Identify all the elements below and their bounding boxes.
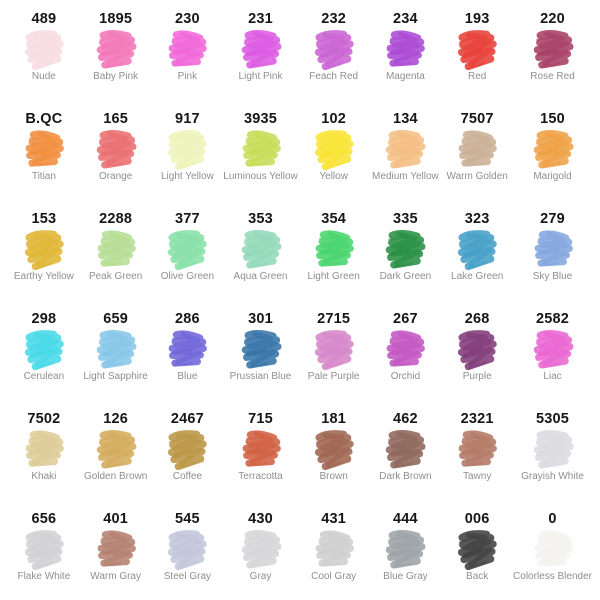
color-name: Earthy Yellow	[13, 270, 74, 282]
color-name: Flake White	[17, 570, 71, 582]
color-code: 2321	[460, 411, 494, 427]
marker-scribble-swatch-icon	[449, 328, 505, 372]
swatch-cell	[152, 104, 224, 204]
swatch-cell	[298, 104, 370, 204]
color-code: 2715	[317, 311, 351, 327]
marker-scribble-swatch-icon	[306, 528, 362, 572]
color-code: 2467	[170, 411, 204, 427]
color-name: Rose Red	[530, 70, 575, 82]
color-code: 430	[248, 511, 273, 527]
color-code: 917	[174, 111, 200, 127]
color-name: Back	[466, 570, 489, 582]
color-code: 401	[103, 511, 129, 527]
swatch-cell	[441, 204, 513, 304]
color-code: 193	[464, 11, 490, 27]
color-name: Baby Pink	[93, 70, 139, 82]
color-name: Yellow	[319, 170, 348, 182]
color-code: 2582	[535, 311, 570, 327]
color-name: Sky Blue	[532, 270, 573, 282]
swatch-cell	[152, 504, 224, 600]
swatch-cell	[513, 104, 592, 204]
swatch-cell	[80, 304, 152, 404]
color-name: Cerulean	[23, 370, 65, 382]
swatch-cell	[370, 204, 442, 304]
color-code: 234	[393, 11, 418, 27]
marker-scribble-swatch-icon	[16, 128, 72, 172]
color-code: 444	[393, 511, 418, 527]
swatch-cell	[80, 404, 152, 504]
color-name: Purple	[462, 370, 492, 382]
color-code: 153	[31, 211, 57, 227]
color-code: 2288	[99, 211, 133, 227]
color-code: 102	[321, 111, 347, 127]
swatch-cell	[298, 4, 370, 104]
swatch-cell	[223, 4, 298, 104]
marker-scribble-swatch-icon	[525, 428, 581, 472]
marker-scribble-swatch-icon	[377, 328, 433, 372]
swatch-cell	[298, 304, 370, 404]
color-code: 165	[103, 111, 129, 127]
marker-scribble-swatch-icon	[159, 328, 215, 372]
marker-scribble-swatch-icon	[525, 128, 581, 172]
swatch-cell	[223, 304, 298, 404]
color-name: Tawny	[462, 470, 492, 482]
color-code: 489	[31, 11, 57, 27]
marker-scribble-swatch-icon	[88, 328, 144, 372]
swatch-cell	[370, 304, 442, 404]
swatch-cell	[513, 404, 592, 504]
swatch-cell	[8, 4, 80, 104]
color-name: Light Yellow	[160, 170, 214, 182]
swatch-cell	[223, 204, 298, 304]
swatch-cell	[223, 104, 298, 204]
marker-scribble-swatch-icon	[449, 128, 505, 172]
marker-scribble-swatch-icon	[377, 528, 433, 572]
color-name: Blue Gray	[383, 570, 428, 582]
marker-scribble-swatch-icon	[525, 528, 581, 572]
marker-scribble-swatch-icon	[525, 28, 581, 72]
color-name: Golden Brown	[83, 470, 148, 482]
marker-scribble-swatch-icon	[88, 128, 144, 172]
color-code: 181	[321, 411, 347, 427]
color-name: Medium Yellow	[372, 170, 439, 182]
color-name: Blue	[177, 370, 198, 382]
color-code: 659	[103, 311, 129, 327]
color-name: Colorless Blender	[513, 570, 592, 582]
color-name: Titian	[31, 170, 56, 182]
marker-scribble-swatch-icon	[233, 328, 289, 372]
color-code: 0	[548, 511, 557, 527]
color-name: Light Pink	[238, 70, 283, 82]
color-name: Nude	[31, 70, 56, 82]
marker-scribble-swatch-icon	[306, 228, 362, 272]
swatch-cell	[441, 504, 513, 600]
color-code: 335	[393, 211, 418, 227]
color-code: 545	[174, 511, 200, 527]
swatch-cell	[8, 504, 80, 600]
marker-scribble-swatch-icon	[16, 428, 72, 472]
color-code: 298	[31, 311, 57, 327]
marker-scribble-swatch-icon	[449, 228, 505, 272]
swatch-cell	[152, 4, 224, 104]
color-name: Red	[467, 70, 487, 82]
color-code: 230	[174, 11, 200, 27]
swatch-cell	[370, 404, 442, 504]
color-code: 462	[393, 411, 418, 427]
color-code: 1895	[99, 11, 133, 27]
color-name: Light Green	[307, 270, 360, 282]
color-code: 354	[321, 211, 347, 227]
marker-scribble-swatch-icon	[306, 328, 362, 372]
color-name: Grayish White	[521, 470, 584, 482]
marker-scribble-swatch-icon	[16, 528, 72, 572]
swatch-cell	[80, 504, 152, 600]
marker-scribble-swatch-icon	[377, 428, 433, 472]
marker-scribble-swatch-icon	[159, 128, 215, 172]
color-code: 006	[464, 511, 490, 527]
marker-scribble-swatch-icon	[233, 28, 289, 72]
marker-scribble-swatch-icon	[16, 28, 72, 72]
marker-scribble-swatch-icon	[525, 328, 581, 372]
marker-scribble-swatch-icon	[377, 228, 433, 272]
swatch-cell	[513, 204, 592, 304]
color-name: Dark Green	[379, 270, 432, 282]
color-code: B.QC	[25, 111, 63, 127]
color-name: Steel Gray	[163, 570, 212, 582]
swatch-cell	[441, 404, 513, 504]
color-name: Orange	[98, 170, 133, 182]
color-name: Light Sapphire	[83, 370, 148, 382]
swatch-cell	[513, 304, 592, 404]
marker-scribble-swatch-icon	[159, 528, 215, 572]
color-code: 268	[464, 311, 490, 327]
marker-scribble-swatch-icon	[306, 128, 362, 172]
marker-scribble-swatch-icon	[159, 228, 215, 272]
swatch-cell	[441, 4, 513, 104]
color-name: Warm Gray	[90, 570, 141, 582]
color-code: 3935	[243, 111, 278, 127]
color-name: Cool Gray	[311, 570, 357, 582]
color-name: Olive Green	[160, 270, 215, 282]
swatch-cell	[223, 504, 298, 600]
color-name: Orchid	[390, 370, 421, 382]
color-code: 715	[248, 411, 273, 427]
swatch-cell	[8, 304, 80, 404]
marker-scribble-swatch-icon	[159, 28, 215, 72]
color-name: Dark Brown	[379, 470, 432, 482]
marker-scribble-swatch-icon	[233, 228, 289, 272]
swatch-cell	[298, 404, 370, 504]
color-name: Gray	[249, 570, 272, 582]
marker-scribble-swatch-icon	[306, 28, 362, 72]
marker-scribble-swatch-icon	[16, 328, 72, 372]
marker-scribble-swatch-icon	[233, 128, 289, 172]
swatch-cell	[152, 204, 224, 304]
swatch-cell	[8, 404, 80, 504]
marker-scribble-swatch-icon	[16, 228, 72, 272]
color-name: Feach Red	[309, 70, 359, 82]
marker-scribble-swatch-icon	[88, 228, 144, 272]
color-name: Pink	[177, 70, 198, 82]
swatch-cell	[8, 204, 80, 304]
swatch-cell	[223, 404, 298, 504]
color-name: Khaki	[31, 470, 57, 482]
swatch-cell	[513, 504, 592, 600]
marker-scribble-swatch-icon	[88, 28, 144, 72]
color-code: 7502	[27, 411, 61, 427]
marker-scribble-swatch-icon	[233, 528, 289, 572]
marker-scribble-swatch-icon	[377, 28, 433, 72]
color-code: 150	[540, 111, 565, 127]
swatch-cell	[8, 104, 80, 204]
color-code: 7507	[460, 111, 494, 127]
color-name: Peak Green	[88, 270, 143, 282]
marker-scribble-swatch-icon	[233, 428, 289, 472]
color-name: Magenta	[385, 70, 425, 82]
marker-scribble-swatch-icon	[306, 428, 362, 472]
color-code: 301	[248, 311, 273, 327]
color-code: 353	[248, 211, 273, 227]
color-code: 377	[174, 211, 200, 227]
color-name: Liac	[543, 370, 562, 382]
swatch-cell	[298, 204, 370, 304]
color-code: 279	[540, 211, 565, 227]
color-name: Luminous Yellow	[223, 170, 298, 182]
swatch-cell	[513, 4, 592, 104]
color-code: 267	[393, 311, 418, 327]
swatch-cell	[370, 504, 442, 600]
swatch-cell	[152, 304, 224, 404]
color-name: Warm Golden	[446, 170, 508, 182]
marker-scribble-swatch-icon	[377, 128, 433, 172]
swatch-cell	[370, 4, 442, 104]
marker-scribble-swatch-icon	[449, 428, 505, 472]
color-code: 431	[321, 511, 347, 527]
color-name: Prussian Blue	[229, 370, 292, 382]
swatch-cell	[152, 404, 224, 504]
color-code: 232	[321, 11, 347, 27]
swatch-cell	[80, 204, 152, 304]
color-name: Coffee	[172, 470, 203, 482]
marker-scribble-swatch-icon	[449, 28, 505, 72]
swatch-cell	[80, 4, 152, 104]
color-code: 231	[248, 11, 273, 27]
color-code: 126	[103, 411, 129, 427]
swatch-cell	[441, 304, 513, 404]
color-code: 323	[464, 211, 490, 227]
swatch-cell	[80, 104, 152, 204]
color-code: 656	[31, 511, 57, 527]
swatch-cell	[298, 504, 370, 600]
swatch-cell	[441, 104, 513, 204]
marker-scribble-swatch-icon	[449, 528, 505, 572]
color-name: Lake Green	[451, 270, 504, 282]
swatch-cell	[370, 104, 442, 204]
color-name: Brown	[319, 470, 348, 482]
color-name: Marigold	[533, 170, 572, 182]
color-name: Terracotta	[238, 470, 283, 482]
color-code: 134	[393, 111, 418, 127]
color-code: 5305	[535, 411, 570, 427]
marker-scribble-swatch-icon	[159, 428, 215, 472]
marker-scribble-swatch-icon	[88, 428, 144, 472]
marker-scribble-swatch-icon	[88, 528, 144, 572]
color-code: 220	[540, 11, 565, 27]
color-name: Aqua Green	[233, 270, 288, 282]
color-code: 286	[174, 311, 200, 327]
color-name: Pale Purple	[307, 370, 360, 382]
marker-scribble-swatch-icon	[525, 228, 581, 272]
